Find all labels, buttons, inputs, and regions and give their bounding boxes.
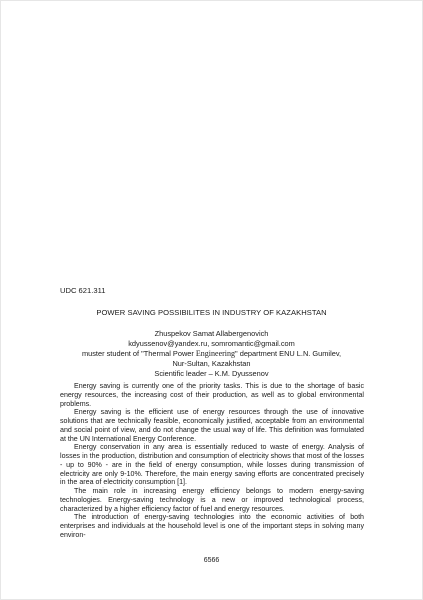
affiliation-word: Engineering xyxy=(195,348,236,358)
paragraph-5: The introduction of energy-saving technologies into the economic activities of both enterprises and individuals at the household level is one of the important steps in solving many environ- xyxy=(60,513,364,539)
paragraph-1: Energy saving is currently one of the priority tasks. This is due to the shortage of basic energy resources, the increasing cost of their production, as well as to global environmental problems. xyxy=(60,382,364,408)
author-block xyxy=(60,329,363,379)
scientific-leader: Scientific leader – K.M. Dyussenov xyxy=(154,368,269,378)
body-text xyxy=(60,382,364,540)
paragraph-4: The main role in increasing energy efficiency belongs to modern energy-saving technologies. Energy-saving technology is a new or improved technological process, characterized by a higher efficiency factor of fuel and energy resources. xyxy=(60,487,364,513)
paragraph-2: Energy saving is the efficient use of energy resources through the use of innovative solutions that are technically feasible, economically justified, acceptable from an environmental and social point of view, and do not change the usual way of life. This definition was formulated at the UN International Energy Conference. xyxy=(60,408,364,443)
udc-code: UDC 621.311 xyxy=(60,286,106,295)
paragraph-3: Energy conservation in any area is essentially reduced to waste of energy. Analysis of losses in the production, distribution and consumption of electricity shows that most of the losses - up to 90% - are in the field of energy consumption, while losses during transmission of electricity are only 9-10%. Therefore, the main energy saving efforts are concentrated precisely in the area of electricity consumption [1]. xyxy=(60,443,364,487)
author-city: Nur-Sultan, Kazakhstan xyxy=(172,358,251,368)
affiliation-pre: muster student of "Thermal Power xyxy=(81,348,196,358)
author-name: Zhuspekov Samat Allabergenovich xyxy=(154,329,269,338)
author-emails: kdyussenov@yandex.ru, somromantic@gmail.com xyxy=(128,338,295,348)
author-affiliation xyxy=(60,349,363,359)
page-number: 6566 xyxy=(203,557,220,564)
paper-title: POWER SAVING POSSIBILITES IN INDUSTRY OF KAZAKHSTAN xyxy=(96,308,327,317)
affiliation-post: " department ENU L.N. Gumilev, xyxy=(235,348,342,358)
